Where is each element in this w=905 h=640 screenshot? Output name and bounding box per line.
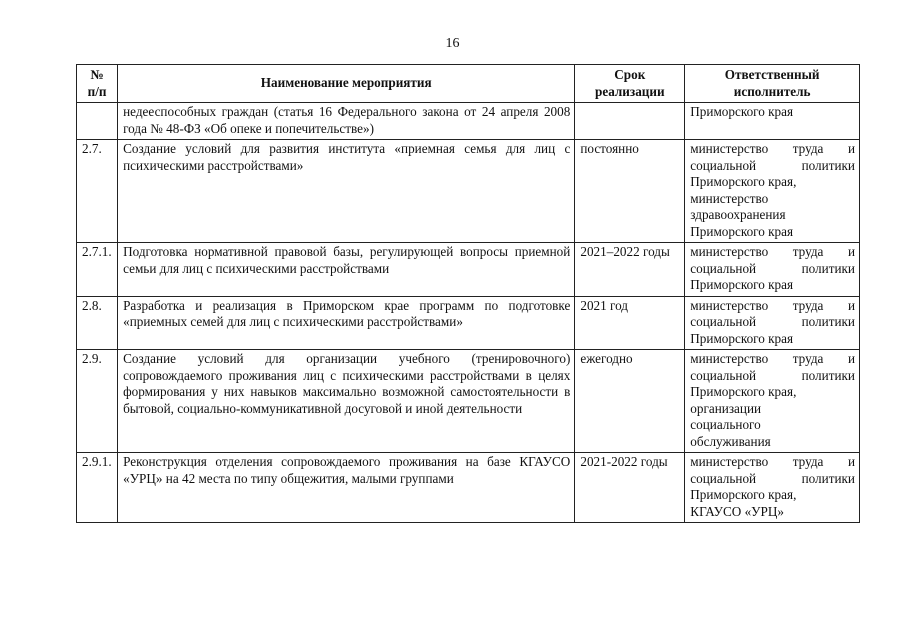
table-row [77, 103, 860, 140]
row-responsible: Приморского края [685, 103, 860, 140]
row-activity: Создание условий для развития института «приемная семья для лиц с психическими расстройствами» [118, 140, 575, 243]
table-row [77, 296, 860, 350]
row-activity: недееспособных граждан (статья 16 Федерального закона от 24 апреля 2008 года № 48-ФЗ «Об опеке и попечительстве») [118, 103, 575, 140]
table-row [77, 350, 860, 453]
row-term: ежегодно [575, 350, 685, 453]
table-row [77, 243, 860, 297]
row-term: 2021 год [575, 296, 685, 350]
row-responsible: министерство труда и социальной политики Приморского края, министерство здравоохранения Приморского края [685, 140, 860, 243]
row-number: 2.7. [77, 140, 118, 243]
row-responsible: министерство труда и социальной политики Приморского края [685, 296, 860, 350]
header-activity-name: Наименование мероприятия [118, 65, 575, 103]
row-activity: Подготовка нормативной правовой базы, регулирующей вопросы приемной семьи для лиц с психическими расстройствами [118, 243, 575, 297]
page-number: 16 [445, 36, 460, 51]
row-number: 2.9.1. [77, 453, 118, 523]
row-term: постоянно [575, 140, 685, 243]
row-term: 2021–2022 годы [575, 243, 685, 297]
table-row [77, 140, 860, 243]
header-term: Срок реализации [575, 65, 685, 103]
header-number: № п/п [77, 65, 118, 103]
row-activity: Разработка и реализация в Приморском крае программ по подготовке «приемных семей для лиц с психическими расстройствами» [118, 296, 575, 350]
row-responsible: министерство труда и социальной политики Приморского края, КГАУСО «УРЦ» [685, 453, 860, 523]
row-responsible: министерство труда и социальной политики Приморского края [685, 243, 860, 297]
row-number: 2.8. [77, 296, 118, 350]
table-header-row [77, 65, 860, 103]
row-number [77, 103, 118, 140]
row-activity: Реконструкция отделения сопровождаемого проживания на базе КГАУСО «УРЦ» на 42 места по типу общежития, малыми группами [118, 453, 575, 523]
header-responsible: Ответственный исполнитель [685, 65, 860, 103]
table-row [77, 453, 860, 523]
row-responsible: министерство труда и социальной политики Приморского края, организации социального обслуживания [685, 350, 860, 453]
row-term [575, 103, 685, 140]
activities-table [76, 64, 860, 523]
row-term: 2021-2022 годы [575, 453, 685, 523]
row-number: 2.9. [77, 350, 118, 453]
row-number: 2.7.1. [77, 243, 118, 297]
row-activity: Создание условий для организации учебного (тренировочного) сопровождаемого проживания лиц с психическими расстройствами в целях формирования у них навыков максимально возможной самостоятельности в бытовой, социально-коммуникативной досуговой и иной деятельности [118, 350, 575, 453]
